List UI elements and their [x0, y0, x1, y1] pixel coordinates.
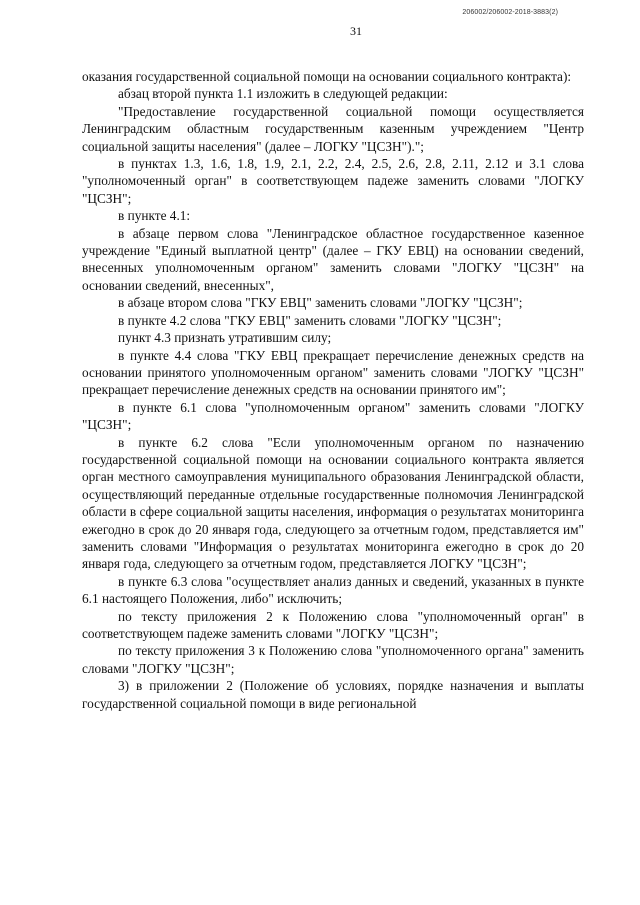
paragraph: в пункте 4.1:: [118, 208, 191, 224]
paragraph: "Предоставление государственной социальной помощи осуществляется Ленинградским областным государственным казенным учреждением "Центр социальной защиты населения" (далее – ЛОГКУ "ЦСЗН").";: [82, 103, 584, 154]
paragraph: в пункте 4.4 слова "ГКУ ЕВЦ прекращает перечисление денежных средств на основании принятого уполномоченным органом" заменить словами "ЛОГКУ "ЦСЗН" прекращает перечисление денежных средств на основании принятого им";: [82, 347, 584, 398]
paragraph: в пункте 6.2 слова "Если уполномоченным органом по назначению государственной социальной помощи на основании социального контракта является орган местного самоуправления муниципального образования Ленинградской области, осуществляющий переданные отдельные государственные полномочия Ленинградской области в сфере социальной защиты населения, информация о результатах мониторинга ежегодно в срок до 20 января года, следующего за отчетным годом, представляется им" заменить словами "Информация о результатах мониторинга ежегодно в срок до 20 января года, следующего за отчетным годом, представляется ЛОГКУ "ЦСЗН";: [82, 434, 584, 572]
paragraph: абзац второй пункта 1.1 изложить в следующей редакции:: [118, 86, 448, 102]
paragraph: 3) в приложении 2 (Положение об условиях, порядке назначения и выплаты государственной социальной помощи в виде региональной: [82, 678, 584, 711]
paragraph: оказания государственной социальной помощи на основании социального контракта):: [82, 69, 572, 84]
page-number: 31: [350, 24, 362, 38]
paragraph: в пункте 4.2 слова "ГКУ ЕВЦ" заменить словами "ЛОГКУ "ЦСЗН";: [118, 312, 502, 328]
paragraph: в пункте 6.1 слова "уполномоченным органом" заменить словами "ЛОГКУ "ЦСЗН";: [82, 399, 584, 433]
paragraph: по тексту приложения 2 к Положению слова "уполномоченный орган" в соответствующем падеже заменить словами "ЛОГКУ "ЦСЗН";: [82, 608, 584, 641]
paragraph: по тексту приложения 3 к Положению слова "уполномоченного органа" заменить словами "ЛОГКУ "ЦСЗН";: [82, 643, 584, 676]
document-code: 206002/206002-2018-3883(2): [462, 9, 558, 16]
paragraph: в пунктах 1.3, 1.6, 1.8, 1.9, 2.1, 2.2, 2.4, 2.5, 2.6, 2.8, 2.11, 2.12 и 3.1 слова "уполномоченный орган" в соответствующем падеже заменить словами "ЛОГКУ "ЦСЗН";: [82, 156, 584, 206]
paragraph: в абзаце втором слова "ГКУ ЕВЦ" заменить словами "ЛОГКУ "ЦСЗН";: [118, 295, 523, 311]
paragraph: пункт 4.3 признать утратившим силу;: [118, 330, 332, 346]
document-body: [82, 68, 584, 712]
paragraph: в пункте 6.3 слова "осуществляет анализ данных и сведений, указанных в пункте 6.1 настоящего Положения, либо" исключить;: [82, 573, 584, 607]
paragraph: в абзаце первом слова "Ленинградское областное государственное казенное учреждение "Единый выплатной центр" (далее – ГКУ ЕВЦ) на основании сведений, внесенных уполномоченным органом" заменить словами "ЛОГКУ "ЦСЗН" на основании сведений, внесенных",: [82, 225, 584, 293]
